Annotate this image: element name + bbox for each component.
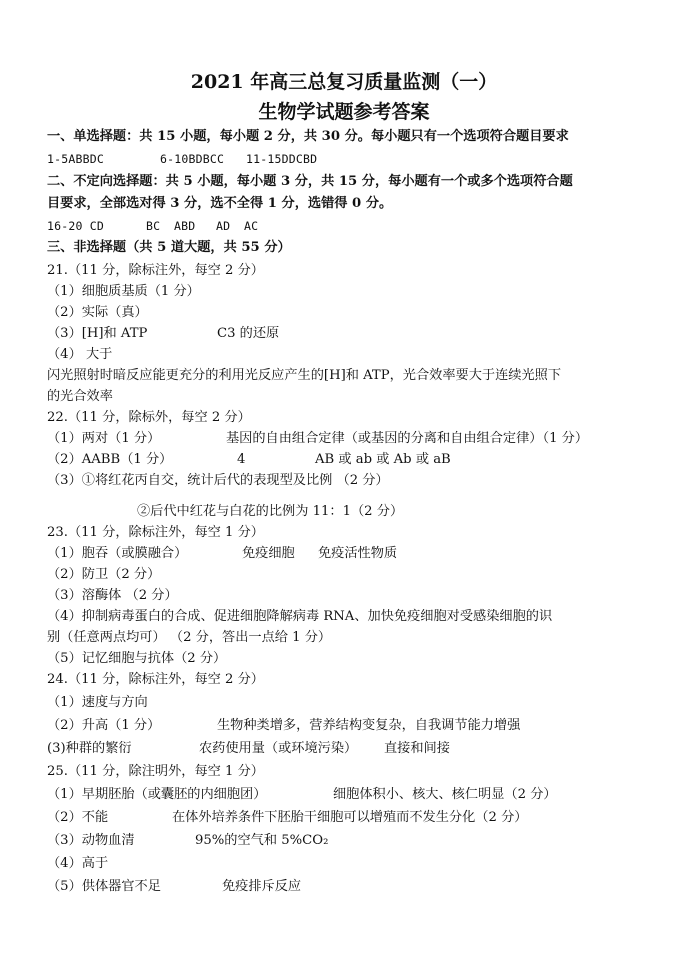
- section1-header: 一、单选择题：共 15 小题，每小题 2 分，共 30 分。每小题只有一个选项符合题目要求: [47, 129, 569, 144]
- q24-line3b: 农药使用量（或环境污染）: [199, 741, 358, 756]
- q25-line4: （4）高于: [47, 856, 109, 871]
- q23-line5: 别（任意两点均可） （2 分，答出一点给 1 分）: [47, 630, 332, 645]
- q21-head: 21.（11 分，除标注外，每空 2 分）: [47, 263, 264, 278]
- q22-line2b: 4: [237, 452, 246, 467]
- section2-header-line1: 二、不定向选择题：共 5 小题，每小题 3 分，共 15 分，每小题有一个或多个选项符合题: [47, 174, 573, 189]
- q24-line3c: 直接和间接: [384, 741, 450, 756]
- q24-line1: （1）速度与方向: [47, 695, 148, 710]
- q25-line1a: （1）早期胚胎（或囊胚的内细胞团）: [47, 787, 267, 802]
- q24-line2b: 生物种类增多，营养结构变复杂，自我调节能力增强: [217, 718, 521, 733]
- section1-answer-3: 11-15DDCBD: [246, 152, 318, 166]
- q21-line5: 闪光照射时暗反应能更充分的利用光反应产生的[H]和 ATP，光合效率要大于连续光照下: [47, 368, 562, 383]
- section2-header-line2: 目要求，全部选对得 3 分，选不全得 1 分，选错得 0 分。: [47, 196, 393, 211]
- q21-line6: 的光合效率: [47, 389, 113, 404]
- section1-answer-2: 6-10BDBCC: [160, 152, 225, 166]
- q25-head: 25.（11 分，除注明外，每空 1 分）: [47, 764, 264, 779]
- section3-header: 三、非选择题（共 5 道大题，共 55 分）: [47, 240, 291, 255]
- q22-head: 22.（11 分，除标外，每空 2 分）: [47, 410, 251, 425]
- q25-line1b: 细胞体积小、核大、核仁明显（2 分）: [333, 787, 557, 802]
- section2-answer-5: AC: [244, 219, 259, 233]
- q25-line5b: 免疫排斥反应: [222, 879, 302, 894]
- q24-line2a: （2）升高（1 分）: [47, 718, 161, 733]
- q24-line3a: (3)种群的繁衍: [47, 741, 132, 756]
- q24-head: 24.（11 分，除标注外，每空 2 分）: [47, 672, 264, 687]
- q25-line2a: （2）不能: [47, 810, 109, 825]
- q22-line1b: 基因的自由组合定律（或基因的分离和自由组合定律）（1 分）: [226, 431, 589, 446]
- section2-answer-2: BC: [146, 219, 161, 233]
- section1-answer-1: 1-5ABBDC: [47, 152, 104, 166]
- q22-line4: ②后代中红花与白花的比例为 11：1（2 分）: [137, 504, 404, 519]
- q25-line2b: 在体外培养条件下胚胎干细胞可以增殖而不发生分化（2 分）: [172, 810, 528, 825]
- q23-line3: （3）溶酶体 （2 分）: [47, 588, 178, 603]
- q23-line1b: 免疫细胞: [242, 546, 295, 561]
- section2-answer-4: AD: [216, 219, 231, 233]
- q25-line5a: （5）供体器官不足: [47, 879, 161, 894]
- q21-line3b: C3 的还原: [217, 326, 280, 341]
- q22-line2a: （2）AABB（1 分）: [47, 452, 173, 467]
- q21-line4: （4） 大于: [47, 347, 113, 362]
- sub-title: 生物学试题参考答案: [258, 101, 430, 123]
- q23-line1c: 免疫活性物质: [318, 546, 398, 561]
- main-title: 2021 年高三总复习质量监测（一）: [190, 71, 498, 93]
- section2-answer-1: 16-20 CD: [47, 219, 104, 233]
- q21-line3a: （3）[H]和 ATP: [47, 326, 148, 341]
- q25-line3a: （3）动物血清: [47, 833, 135, 848]
- q23-line1a: （1）胞吞（或膜融合）: [47, 546, 188, 561]
- q23-line2: （2）防卫（2 分）: [47, 567, 161, 582]
- q23-line4: （4）抑制病毒蛋白的合成、促进细胞降解病毒 RNA、加快免疫细胞对受感染细胞的识: [47, 609, 553, 624]
- q21-line2: （2）实际（真）: [47, 305, 148, 320]
- q23-head: 23.（11 分，除标注外，每空 1 分）: [47, 525, 264, 540]
- q23-line6: （5）记忆细胞与抗体（2 分）: [47, 651, 227, 666]
- section2-answer-3: ABD: [174, 219, 196, 233]
- q22-line1a: （1）两对（1 分）: [47, 431, 161, 446]
- q25-line3b: 95%的空气和 5%CO₂: [195, 833, 329, 848]
- q22-line3: （3）①将红花丙自交，统计后代的表现型及比例 （2 分）: [47, 473, 389, 488]
- q22-line2c: AB 或 ab 或 Ab 或 aB: [315, 452, 451, 467]
- q21-line1: （1）细胞质基质（1 分）: [47, 284, 200, 299]
